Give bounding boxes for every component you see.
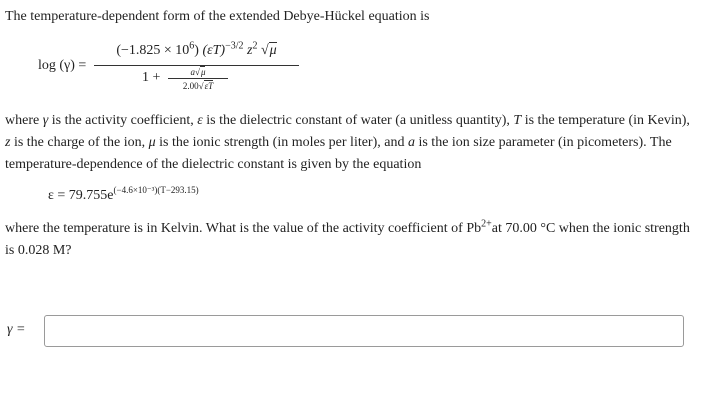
- answer-input[interactable]: [44, 315, 684, 347]
- answer-label: γ =: [7, 322, 26, 337]
- dielectric-equation: $\varepsilon = 79.755e^{(-4.6\times 10^{-3})(T-293.15)}$: [48, 185, 199, 203]
- equation-lhs: log (γ) =: [38, 58, 87, 73]
- question-text: where the temperature is in Kelvin. What is the value of the activity coefficient of $Pb^{2+}at$ 70.00 °C when the ionic strength is 0.028 M?: [5, 218, 690, 258]
- equation-fraction: [94, 40, 299, 98]
- dielectric-exponent: (−4.6×10⁻³)(T−293.15): [113, 185, 199, 195]
- equation-numerator: $(-1.825 \times 10^6)$ $(\varepsilon T)^{-3/2}$ $z^2$ √μ: [116, 40, 277, 58]
- description-text: where γ is the activity coefficient, ε is the dielectric constant of water (a unitless quantity), T is the temperature (in Kevin), z is the charge of the ion, μ is the ionic strength (in moles per liter), and a is the ion size parameter (in picometers). The temperature-dependence of the dielectric constant is given by the equation: [5, 113, 690, 172]
- equation-denominator: 1 + a√μ 2.00√εT: [94, 66, 299, 98]
- intro-text: The temperature-dependent form of the extended Debye-Hückel equation is: [5, 9, 430, 24]
